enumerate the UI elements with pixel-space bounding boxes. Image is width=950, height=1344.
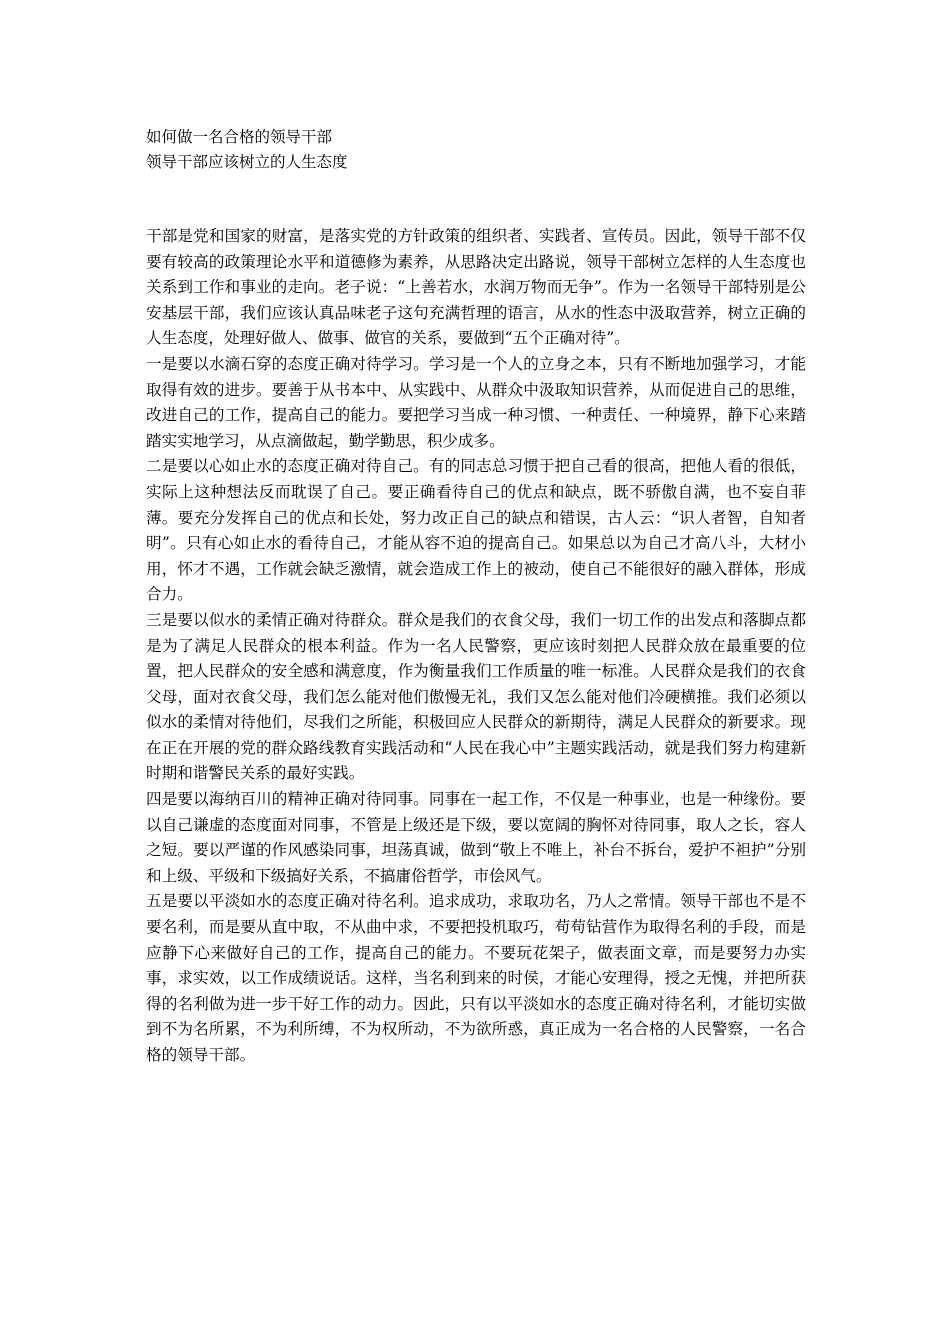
paragraph-masses: 三是要以似水的柔情正确对待群众。群众是我们的衣食父母，我们一切工作的出发点和落脚点都是为了满足人民群众的根本利益。作为一名人民警察，更应该时刻把人民群众放在最重要的位置，把人民群众的安全感和满意度，作为衡量我们工作质量的唯一标准。人民群众是我们的衣食父母，面对衣食父母，我们怎么能对他们傲慢无礼，我们又怎么能对他们冷硬横推。我们必须以似水的柔情对待他们，尽我们之所能，积极回应人民群众的新期待，满足人民群众的新要求。现在正在开展的党的群众路线教育实践活动和“人民在我心中”主题实践活动，就是我们努力构建新时期和谐警民关系的最好实践。 [146,610,806,783]
heading-block [146,125,806,175]
paragraph-colleagues: 四是要以海纳百川的精神正确对待同事。同事在一起工作，不仅是一种事业，也是一种缘份。要以自己谦虚的态度面对同事，不管是上级还是下级，要以宽阔的胸怀对待同事，取人之长，容人之短。要以严谨的作风感染同事，坦荡真诚，做到“敬上不唯上，补台不拆台，爱护不袒护”分别和上级、平级和下级搞好关系，不搞庸俗哲学，市侩风气。 [146,790,806,885]
document-subtitle: 领导干部应该树立的人生态度 [146,153,348,171]
paragraph-study: 一是要以水滴石穿的态度正确对待学习。学习是一个人的立身之本，只有不断地加强学习，才能取得有效的进步。要善于从书本中、从实践中、从群众中汲取知识营养，从而促进自己的思维，改进自己的工作，提高自己的能力。要把学习当成一种习惯、一种责任、一种境界，静下心来踏踏实实地学习，从点滴做起，勤学勤思，积少成多。 [146,354,806,450]
document-title: 如何做一名合格的领导干部 [146,128,333,146]
document-body [146,224,806,1069]
paragraph-self: 二是要以心如止水的态度正确对待自己。有的同志总习惯于把自己看的很高，把他人看的很低，实际上这种想法反而耽误了自己。要正确看待自己的优点和缺点，既不骄傲自满，也不妄自菲薄。要充分发挥自己的优点和长处，努力改正自己的缺点和错误，古人云：“识人者智，自知者明”。只有心如止水的看待自己，才能从容不迫的提高自己。如果总以为自己才高八斗，大材小用，怀才不遇，工作就会缺乏激情，就会造成工作上的被动，使自己不能很好的融入群体，形成合力。 [146,457,806,604]
paragraph-intro: 干部是党和国家的财富，是落实党的方针政策的组织者、实践者、宣传员。因此，领导干部不仅要有较高的政策理论水平和道德修为素养，从思路决定出路说，领导干部树立怎样的人生态度也关系到工作和事业的走向。老子说：“上善若水，水润万物而无争”。作为一名领导干部特别是公安基层干部，我们应该认真品味老子这句充满哲理的语言，从水的性态中汲取营养，树立正确的人生态度，处理好做人、做事、做官的关系，要做到“五个正确对待”。 [146,227,806,348]
paragraph-fame: 五是要以平淡如水的态度正确对待名利。追求成功，求取功名，乃人之常情。领导干部也不是不要名利，而是要从直中取，不从曲中求，不要把投机取巧，苟苟钻营作为取得名利的手段，而是应静下心来做好自己的工作，提高自己的能力。不要玩花架子，做表面文章，而是要努力办实事，求实效，以工作成绩说话。这样，当名利到来的时侯，才能心安理得，授之无愧，并把所获得的名利做为进一步干好工作的动力。因此，只有以平淡如水的态度正确对待名利，才能切实做到不为名所累，不为利所缚，不为权所动，不为欲所惑，真正成为一名合格的人民警察，一名合格的领导干部。 [146,892,806,1064]
